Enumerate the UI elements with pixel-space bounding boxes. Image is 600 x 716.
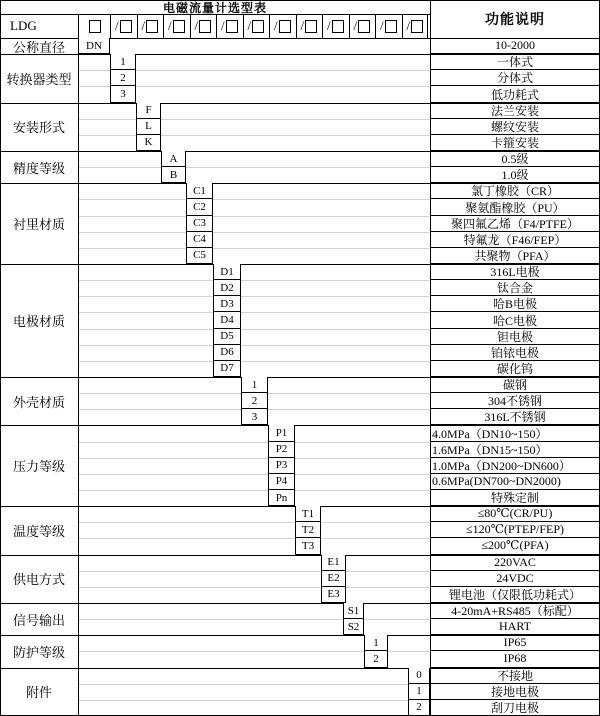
divider: [375, 14, 376, 38]
gridline: [295, 490, 429, 491]
code-cell: D2: [213, 280, 241, 296]
category-label: 电极材质: [12, 314, 65, 329]
function-desc: 0.5级: [430, 151, 600, 167]
gridline: [79, 216, 186, 217]
code-cell: P4: [268, 474, 295, 490]
code-cell: S1: [343, 603, 364, 619]
checkbox-glyph: [305, 20, 317, 33]
category-label: 衬里材质: [12, 217, 65, 233]
gridline: [79, 474, 268, 475]
function-desc: 0.6MPa(DN700~DN2000): [430, 474, 600, 490]
category-label: 公称直径: [12, 39, 65, 55]
gridline: [79, 296, 213, 297]
function-desc: 螺纹安装: [430, 119, 600, 135]
category-label: 附件: [25, 685, 52, 701]
category-label: 供电方式: [12, 572, 65, 588]
category-label: 转换器类型: [6, 71, 72, 87]
function-desc: 接地电极: [430, 684, 600, 700]
checkbox-glyph: [279, 20, 291, 33]
gridline: [186, 167, 429, 168]
code-cell: 1: [408, 684, 430, 700]
function-desc: 法兰安装: [430, 103, 600, 119]
checkbox-glyph: [146, 20, 158, 33]
function-desc: 聚氨酯橡胶（PU）: [430, 199, 600, 215]
divider: [349, 14, 350, 38]
function-desc: 一体式: [430, 54, 600, 70]
category-label: 温度等级: [12, 523, 65, 539]
code-cell: 2: [241, 393, 268, 409]
divider: [322, 14, 323, 38]
slash-glyph: /: [220, 18, 225, 33]
code-cell: L: [136, 119, 161, 135]
slash-glyph: /: [326, 18, 331, 33]
function-desc: 1.6MPa（DN15~150）: [430, 442, 600, 458]
code-cell: 0: [408, 668, 430, 684]
code-cell: DN: [78, 38, 110, 54]
gridline: [79, 280, 213, 281]
model-digit-slot: [137, 14, 164, 38]
model-digit-slot: [163, 14, 190, 38]
function-desc: 聚四氟乙烯（F4/PTFE）: [430, 216, 600, 232]
model-digit-slot: [216, 14, 243, 38]
divider: [190, 14, 191, 38]
divider: [110, 14, 111, 38]
gridline: [79, 86, 110, 87]
code-cell: C3: [186, 216, 213, 232]
category-label: 安装形式: [12, 120, 65, 136]
code-cell: 1: [364, 635, 388, 651]
checkbox-glyph: [173, 20, 185, 33]
checkbox-glyph: [252, 20, 264, 33]
code-cell: A: [161, 151, 186, 167]
model-digit-slot: [349, 14, 376, 38]
function-desc: 钽电极: [430, 329, 600, 345]
function-desc: IP65: [430, 635, 600, 651]
function-desc: 碳钢: [430, 377, 600, 393]
function-desc: 1.0MPa（DN200~DN600）: [430, 458, 600, 474]
divider: [163, 14, 164, 38]
checkbox-glyph: [89, 20, 101, 33]
code-cell: D3: [213, 296, 241, 312]
code-cell: C4: [186, 232, 213, 248]
divider: [427, 14, 428, 38]
gridline: [213, 248, 429, 249]
category-label: 精度等级: [12, 160, 65, 176]
gridline: [79, 571, 321, 572]
gridline: [79, 345, 213, 346]
gridline: [241, 296, 429, 297]
gridline: [241, 312, 429, 313]
divider: [216, 14, 217, 38]
code-cell: 3: [241, 409, 268, 425]
code-cell: F: [136, 103, 161, 119]
category-label: 压力等级: [12, 459, 65, 475]
gridline: [79, 587, 321, 588]
gridline: [79, 361, 213, 362]
gridline: [136, 86, 429, 87]
function-desc: 锂电池（仅限低功耗式）: [430, 587, 600, 603]
code-cell: K: [136, 135, 161, 151]
function-desc: 刮刀电极: [430, 700, 600, 716]
code-cell: 2: [110, 70, 136, 86]
function-desc: IP68: [430, 651, 600, 667]
model-digit-slot: [190, 14, 217, 38]
gridline: [321, 522, 429, 523]
code-cell: C2: [186, 199, 213, 215]
function-desc: 铂铱电极: [430, 345, 600, 361]
checkbox-glyph: [120, 20, 132, 33]
function-column-header: 功能说明: [485, 13, 545, 28]
category-label: 信号输出: [12, 612, 65, 628]
gridline: [79, 70, 110, 71]
function-desc: 10-2000: [430, 38, 600, 54]
divider: [0, 0, 600, 1]
slash-glyph: /: [167, 18, 172, 33]
gridline: [295, 442, 429, 443]
function-desc: 碳化钨: [430, 361, 600, 377]
gridline: [241, 345, 429, 346]
slash-glyph: /: [379, 18, 384, 33]
divider: [296, 14, 297, 38]
function-desc: 1.0级: [430, 167, 600, 183]
model-digit-slot: [243, 14, 270, 38]
code-cell: C5: [186, 248, 213, 264]
checkbox-glyph: [226, 20, 238, 33]
code-cell: E3: [321, 587, 346, 603]
gridline: [79, 442, 268, 443]
code-cell: D1: [213, 264, 241, 280]
function-desc: 316L不锈钢: [430, 409, 600, 425]
code-cell: P1: [268, 425, 295, 441]
divider: [402, 14, 403, 38]
function-desc: 特殊定制: [430, 490, 600, 506]
function-desc: 共聚物（PFA）: [430, 248, 600, 264]
gridline: [295, 458, 429, 459]
function-desc: 316L电极: [430, 264, 600, 280]
slash-glyph: /: [300, 18, 305, 33]
gridline: [79, 651, 364, 652]
divider: [137, 14, 138, 38]
gridline: [79, 135, 136, 136]
gridline: [79, 538, 295, 539]
model-digit-slot: [78, 14, 110, 38]
code-cell: S2: [343, 619, 364, 635]
function-desc: 分体式: [430, 70, 600, 86]
gridline: [213, 199, 429, 200]
model-digit-slot: [322, 14, 349, 38]
code-cell: D6: [213, 345, 241, 361]
code-cell: D7: [213, 361, 241, 377]
code-cell: T1: [295, 506, 321, 522]
slash-glyph: /: [141, 18, 146, 33]
code-cell: Pn: [268, 490, 295, 506]
function-desc: 不接地: [430, 668, 600, 684]
function-desc: ≤120℃(PTEP/FEP): [430, 522, 600, 538]
gridline: [268, 409, 429, 410]
code-cell: 2: [408, 700, 430, 716]
model-code-label: LDG: [10, 18, 37, 33]
gridline: [388, 651, 429, 652]
gridline: [79, 232, 186, 233]
function-desc: 24VDC: [430, 571, 600, 587]
function-desc: 卡箍安装: [430, 135, 600, 151]
gridline: [79, 199, 186, 200]
gridline: [79, 619, 343, 620]
model-digit-slot: [296, 14, 323, 38]
gridline: [241, 280, 429, 281]
model-digit-slot: [375, 14, 402, 38]
divider: [243, 14, 244, 38]
function-desc: 哈B电极: [430, 296, 600, 312]
gridline: [241, 361, 429, 362]
function-desc: ≤80℃(CR/PU): [430, 506, 600, 522]
function-desc: 钛合金: [430, 280, 600, 296]
function-desc: 特氟龙（F46/FEP）: [430, 232, 600, 248]
gridline: [79, 490, 268, 491]
gridline: [213, 216, 429, 217]
model-digit-slot: [110, 14, 137, 38]
category-label: 防护等级: [12, 644, 65, 660]
function-desc: 4.0MPa（DN10~150）: [430, 425, 600, 441]
gridline: [79, 248, 186, 249]
gridline: [79, 312, 213, 313]
table-title: 电磁流量计选型表: [162, 0, 267, 15]
function-desc: 哈C电极: [430, 312, 600, 328]
gridline: [268, 393, 429, 394]
code-cell: E2: [321, 571, 346, 587]
function-desc: HART: [430, 619, 600, 635]
checkbox-glyph: [332, 20, 344, 33]
code-cell: D5: [213, 329, 241, 345]
slash-glyph: /: [247, 18, 252, 33]
gridline: [79, 458, 268, 459]
gridline: [321, 538, 429, 539]
gridline: [241, 329, 429, 330]
model-digit-slot: [269, 14, 296, 38]
gridline: [346, 571, 429, 572]
code-cell: T2: [295, 522, 321, 538]
gridline: [79, 700, 408, 701]
function-desc: 低功耗式: [430, 86, 600, 102]
gridline: [295, 474, 429, 475]
code-cell: P3: [268, 458, 295, 474]
function-desc: ≤200℃(PFA): [430, 538, 600, 554]
code-cell: P2: [268, 442, 295, 458]
checkbox-glyph: [358, 20, 370, 33]
gridline: [364, 619, 429, 620]
gridline: [79, 119, 136, 120]
code-cell: B: [161, 167, 186, 183]
code-cell: C1: [186, 183, 213, 199]
gridline: [79, 393, 241, 394]
slash-glyph: /: [114, 18, 119, 33]
gridline: [213, 232, 429, 233]
slash-glyph: /: [353, 18, 358, 33]
function-desc: 220VAC: [430, 555, 600, 571]
category-label: 外壳材质: [12, 394, 65, 410]
code-cell: 1: [110, 54, 136, 70]
checkbox-glyph: [411, 20, 423, 33]
code-cell: 3: [110, 86, 136, 102]
gridline: [79, 329, 213, 330]
code-cell: D4: [213, 312, 241, 328]
function-desc: 304不锈钢: [430, 393, 600, 409]
gridline: [79, 167, 161, 168]
checkbox-glyph: [199, 20, 211, 33]
gridline: [346, 587, 429, 588]
slash-glyph: /: [194, 18, 199, 33]
model-digit-slot: [402, 14, 429, 38]
code-cell: T3: [295, 538, 321, 554]
code-cell: 1: [241, 377, 268, 393]
gridline: [79, 409, 241, 410]
checkbox-glyph: [385, 20, 397, 33]
gridline: [161, 135, 429, 136]
gridline: [79, 684, 408, 685]
gridline: [161, 119, 429, 120]
code-cell: 2: [364, 651, 388, 667]
divider: [269, 14, 270, 38]
code-cell: E1: [321, 555, 346, 571]
function-desc: 4-20mA+RS485（标配）: [430, 603, 600, 619]
slash-glyph: /: [406, 18, 411, 33]
gridline: [136, 70, 429, 71]
gridline: [79, 522, 295, 523]
function-desc: 氯丁橡胶（CR）: [430, 183, 600, 199]
slash-glyph: /: [273, 18, 278, 33]
